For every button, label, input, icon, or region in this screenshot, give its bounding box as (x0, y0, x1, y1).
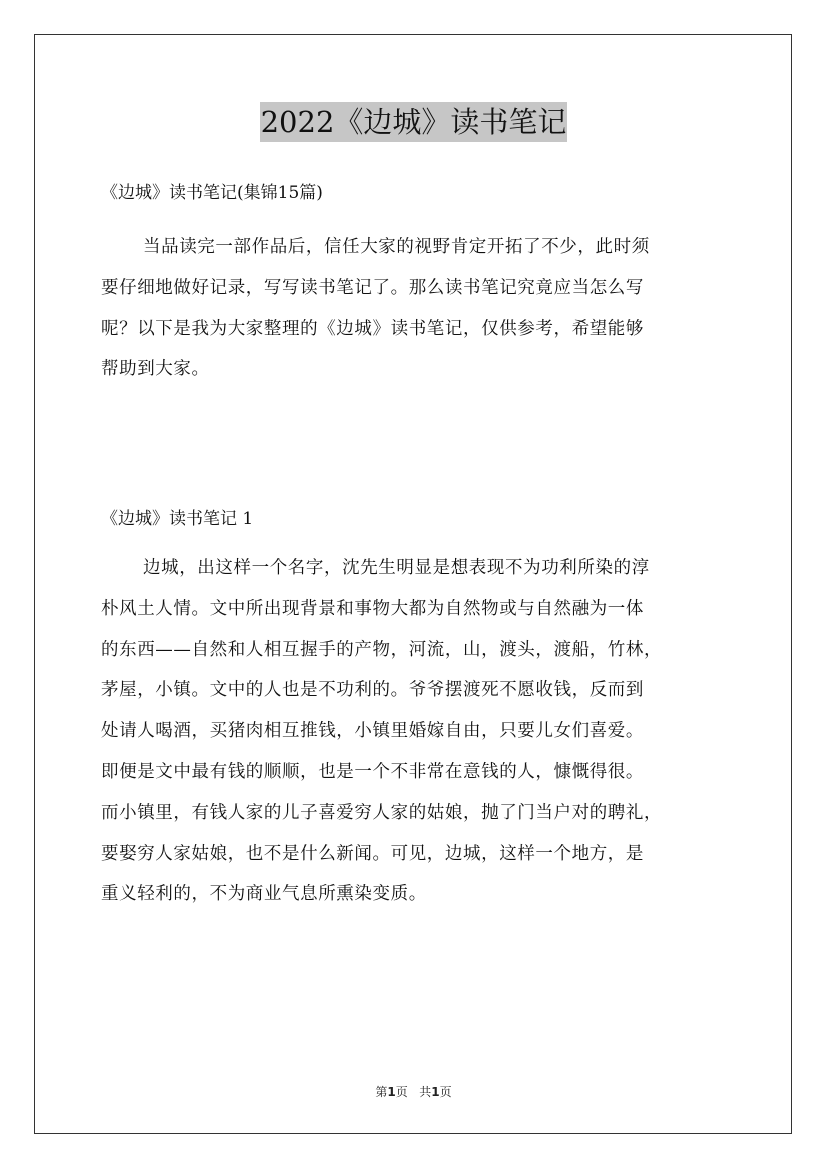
body-paragraph (101, 548, 741, 915)
intro-paragraph (101, 227, 741, 390)
paragraph-line: 帮助到大家。 (101, 359, 210, 380)
paragraph-line: 要仔细地做好记录，写写读书笔记了。那么读书笔记究竟应当怎么写 (101, 277, 644, 298)
document-title-text: 2022《边城》读书笔记 (260, 102, 568, 142)
paragraph-line: 边城，出这样一个名字，沈先生明显是想表现不为功利所染的淳 (143, 558, 650, 578)
paragraph-line: 的东西——自然和人相互握手的产物，河流，山，渡头，渡船，竹林， (101, 639, 663, 660)
page-suffix: 页 (395, 1085, 408, 1099)
section-heading: 《边城》读书笔记 1 (101, 509, 254, 529)
paragraph-line: 呢？以下是我为大家整理的《边城》读书笔记，仅供参考，希望能够 (101, 318, 644, 339)
paragraph-line: 要娶穷人家姑娘，也不是什么新闻。可见，边城，这样一个地方，是 (101, 843, 644, 864)
document-title (0, 101, 827, 141)
total-suffix: 页 (439, 1085, 452, 1099)
paragraph-line: 而小镇里，有钱人家的儿子喜爱穷人家的姑娘，抛了门当户对的聘礼， (101, 802, 663, 823)
paragraph-line: 当品读完一部作品后，信任大家的视野肯定开拓了不少，此时须 (143, 237, 650, 257)
page-prefix: 第 (375, 1085, 388, 1099)
paragraph-line: 茅屋，小镇。文中的人也是不功利的。爷爷摆渡死不愿收钱，反而到 (101, 680, 644, 701)
total-pages: 1 (431, 1085, 440, 1099)
page-footer (0, 1083, 827, 1100)
paragraph-line: 即便是文中最有钱的顺顺，也是一个不非常在意钱的人，慷慨得很。 (101, 761, 644, 782)
page-number: 1 (387, 1085, 396, 1099)
paragraph-line: 朴风土人情。文中所出现背景和事物大都为自然物或与自然融为一体 (101, 598, 644, 619)
total-prefix: 共 (419, 1085, 432, 1099)
paragraph-line: 重义轻利的，不为商业气息所熏染变质。 (101, 884, 427, 905)
paragraph-line: 处请人喝酒，买猪肉相互推钱，小镇里婚嫁自由，只要儿女们喜爱。 (101, 721, 644, 742)
document-subtitle: 《边城》读书笔记(集锦15篇) (101, 183, 323, 203)
